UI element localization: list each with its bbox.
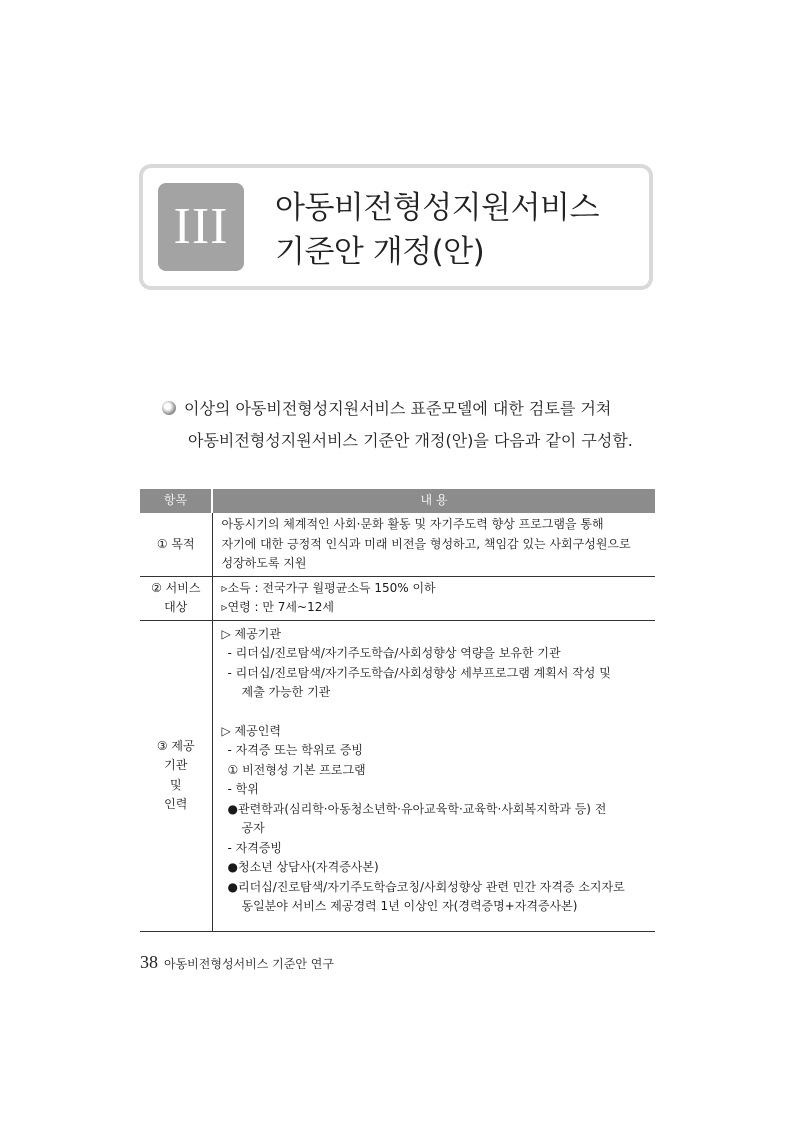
chapter-title-line-2: 기준안 개정(안) <box>275 234 485 270</box>
content-line: ① 비전형성 기본 프로그램 <box>227 762 366 777</box>
label-line: ① 목적 <box>156 536 195 551</box>
content-line: ▷ 제공기관 <box>221 626 281 641</box>
intro-line-1 <box>162 393 658 425</box>
chapter-title <box>275 186 645 274</box>
content-line: 아동시기의 체계적인 사회·문화 활동 및 자기주도력 향상 프로그램을 통해 <box>221 517 604 531</box>
content-line: - 리더십/진로탐색/자기주도학습/사회성향상 역량을 보유한 기관 <box>227 646 561 660</box>
page-footer <box>140 952 334 973</box>
content-line: - 자격증 또는 학위로 증빙 <box>227 743 364 757</box>
intro-line-2: 아동비전형성지원서비스 기준안 개정(안)을 다음과 같이 구성함. <box>188 431 633 450</box>
content-line: 공자 <box>241 821 265 835</box>
content-line: 동일분야 서비스 제공경력 1년 이상인 자(경력증명+자격증사본) <box>241 899 578 913</box>
round-bullet-icon <box>162 401 176 415</box>
header-item: 항목 <box>140 489 212 513</box>
content-line: - 리더십/진로탐색/자기주도학습/사회성향상 세부프로그램 계획서 작성 및 <box>227 665 611 680</box>
chapter-title-line-1: 아동비전형성지원서비스 <box>275 190 599 226</box>
content-spacer <box>222 703 648 722</box>
label-line: 대상 <box>164 600 188 614</box>
chapter-number-badge: III <box>158 183 244 271</box>
row-content-purpose <box>212 513 655 576</box>
row-content-target <box>212 576 655 620</box>
content-line: 제출 가능한 기관 <box>241 685 331 699</box>
content-line: 성장하도록 지원 <box>221 556 307 570</box>
table-row-provider <box>140 620 655 931</box>
label-line: 기관 <box>164 758 188 772</box>
content-line: - 학위 <box>227 782 259 796</box>
table-row-purpose <box>140 513 655 576</box>
row-label-purpose <box>140 513 212 576</box>
service-spec-table <box>140 489 655 932</box>
row-label-provider <box>140 620 212 931</box>
label-line: ② 서비스 <box>151 580 201 595</box>
content-line: ▷ 제공인력 <box>221 723 281 738</box>
content-line: ●청소년 상담사(자격증사본) <box>227 860 379 874</box>
table-row-target <box>140 576 655 620</box>
chapter-header-box <box>139 164 653 290</box>
content-line: ▹소득 : 전국가구 월평균소득 150% 이하 <box>221 580 436 595</box>
label-line: 및 <box>169 777 182 792</box>
content-line: ●리더십/진로탐색/자기주도학습코칭/사회성향상 관련 민간 자격증 소지자로 <box>227 879 625 894</box>
content-line: ●관련학과(심리학·아동청소년학·유아교육학·교육학·사회복지학과 등) 전 <box>227 801 607 816</box>
intro-paragraph <box>162 393 658 457</box>
content-line: - 자격증빙 <box>227 840 283 855</box>
label-line: ③ 제공 <box>156 738 195 753</box>
header-content: 내 용 <box>212 489 655 513</box>
content-line: ▹연령 : 만 7세~12세 <box>221 600 334 614</box>
running-title: 아동비전형성서비스 기준안 연구 <box>164 957 334 971</box>
page-number: 38 <box>140 952 158 972</box>
intro-text-1: 이상의 아동비전형성지원서비스 표준모델에 대한 검토를 거쳐 <box>184 399 612 418</box>
row-content-provider <box>212 620 655 931</box>
row-label-target <box>140 576 212 620</box>
label-line: 인력 <box>164 797 188 811</box>
table-header-row <box>140 489 655 513</box>
content-line: 자기에 대한 긍정적 인식과 미래 비전을 형성하고, 책임감 있는 사회구성원으로 <box>221 536 631 551</box>
